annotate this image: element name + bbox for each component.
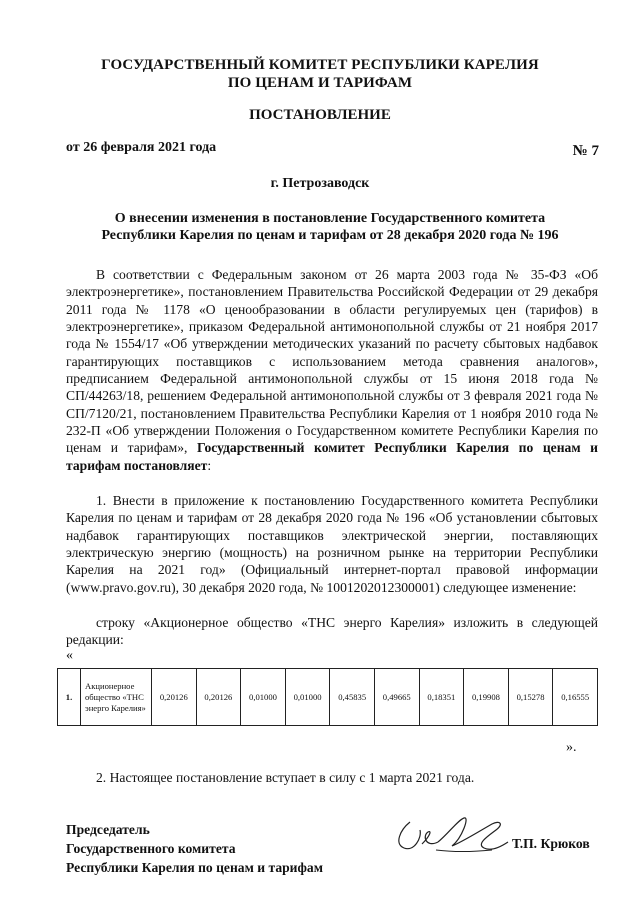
document-subject [60,210,600,244]
document-number: № 7 [572,143,599,159]
committee-title [0,56,640,92]
paragraph-preamble [66,266,598,474]
quote-close: ». [566,740,577,755]
rate-cell: 0,49665 [374,669,419,726]
preamble-text: В соответствии с Федеральным законом от 26 марта 2003 года № 35-ФЗ «Об электроэнергетике», постановлением Правительства Российской Федерации от 29 декабря 2011 года № 1178 «О ценообразовании в области регулируемых цен (тарифов) в электроэнергетике», приказом Федеральной антимонопольной службы от 21 ноября 2017 года № 1554/17 «Об утверждении методических указаний по расчету сбытовых надбавок гарантирующих поставщиков с использованием метода сравнения аналогов», предписанием Федеральной антимонопольной службы от 15 июня 2018 года № СП/44263/18, решением Федеральной антимонопольной службы от 3 февраля 2021 года № СП/7120/21, постановлением Правительства Республики Карелия от 1 ноября 2010 года № 232-П «Об утверждении Положения о Государственном комитете Республики Карелия по ценам и тарифам», [66,267,598,456]
committee-title-line1: ГОСУДАРСТВЕННЫЙ КОМИТЕТ РЕСПУБЛИКИ КАРЕЛИЯ [101,57,539,73]
signature-title-line2: Государственного комитета [66,841,236,856]
document-type: ПОСТАНОВЛЕНИЕ [249,107,391,123]
rate-cell: 0,18351 [419,669,464,726]
rate-cell: 0,20126 [196,669,241,726]
handwritten-signature [392,808,512,858]
rate-cell: 0,16555 [553,669,598,726]
signature-block [66,820,323,877]
signer-name: Т.П. Крюков [512,836,590,851]
preamble-bold-text: Государственный комитет Республики Карелия по ценам и тарифам постановляет [66,440,598,473]
row-index: 1. [58,669,81,726]
signature-title-line3: Республики Карелия по ценам и тарифам [66,860,323,875]
table-row [58,669,598,726]
rate-cell: 0,01000 [285,669,330,726]
rate-cell: 0,01000 [241,669,286,726]
rates-table [57,668,598,726]
rate-cell: 0,45835 [330,669,375,726]
rate-cell: 0,19908 [464,669,509,726]
rate-cell: 0,20126 [152,669,197,726]
paragraph-item-1: 1. Внести в приложение к постановлению Государственного комитета Республики Карелия по ценам и тарифам от 28 декабря 2020 года № 196 «Об установлении сбытовых надбавок гарантирующих поставщиков электрической энергии, поставляющих электрическую энергию (мощность) на розничном рынке на территории Республики Карелия на 2021 год» (Официальный интернет-портал правовой информации (www.pravo.gov.ru), 30 декабря 2020 года, № 1001202012300001) следующее изменение: [66,493,598,595]
document-date: от 26 февраля 2021 года [66,140,217,155]
preamble-end: : [207,457,212,473]
subject-line2: Республики Карелия по ценам и тарифам от 28 декабря 2020 года № 196 [101,228,559,243]
signature-title-line1: Председатель [66,822,150,837]
rate-cell: 0,15278 [508,669,553,726]
paragraph-row-replacement: строку «Акционерное общество «ТНС энерго Карелия» изложить в следующей редакции: [66,615,598,648]
subject-line1: О внесении изменения в постановление Государственного комитета [114,211,546,226]
supplier-name: Акционерное общество «ТНС энерго Карелия» [81,669,152,726]
paragraph-item-2: 2. Настоящее постановление вступает в силу с 1 марта 2021 года. [96,770,475,785]
quote-open: « [66,648,73,663]
document-city: г. Петрозаводск [270,176,370,191]
committee-title-line2: ПО ЦЕНАМ И ТАРИФАМ [227,75,413,91]
